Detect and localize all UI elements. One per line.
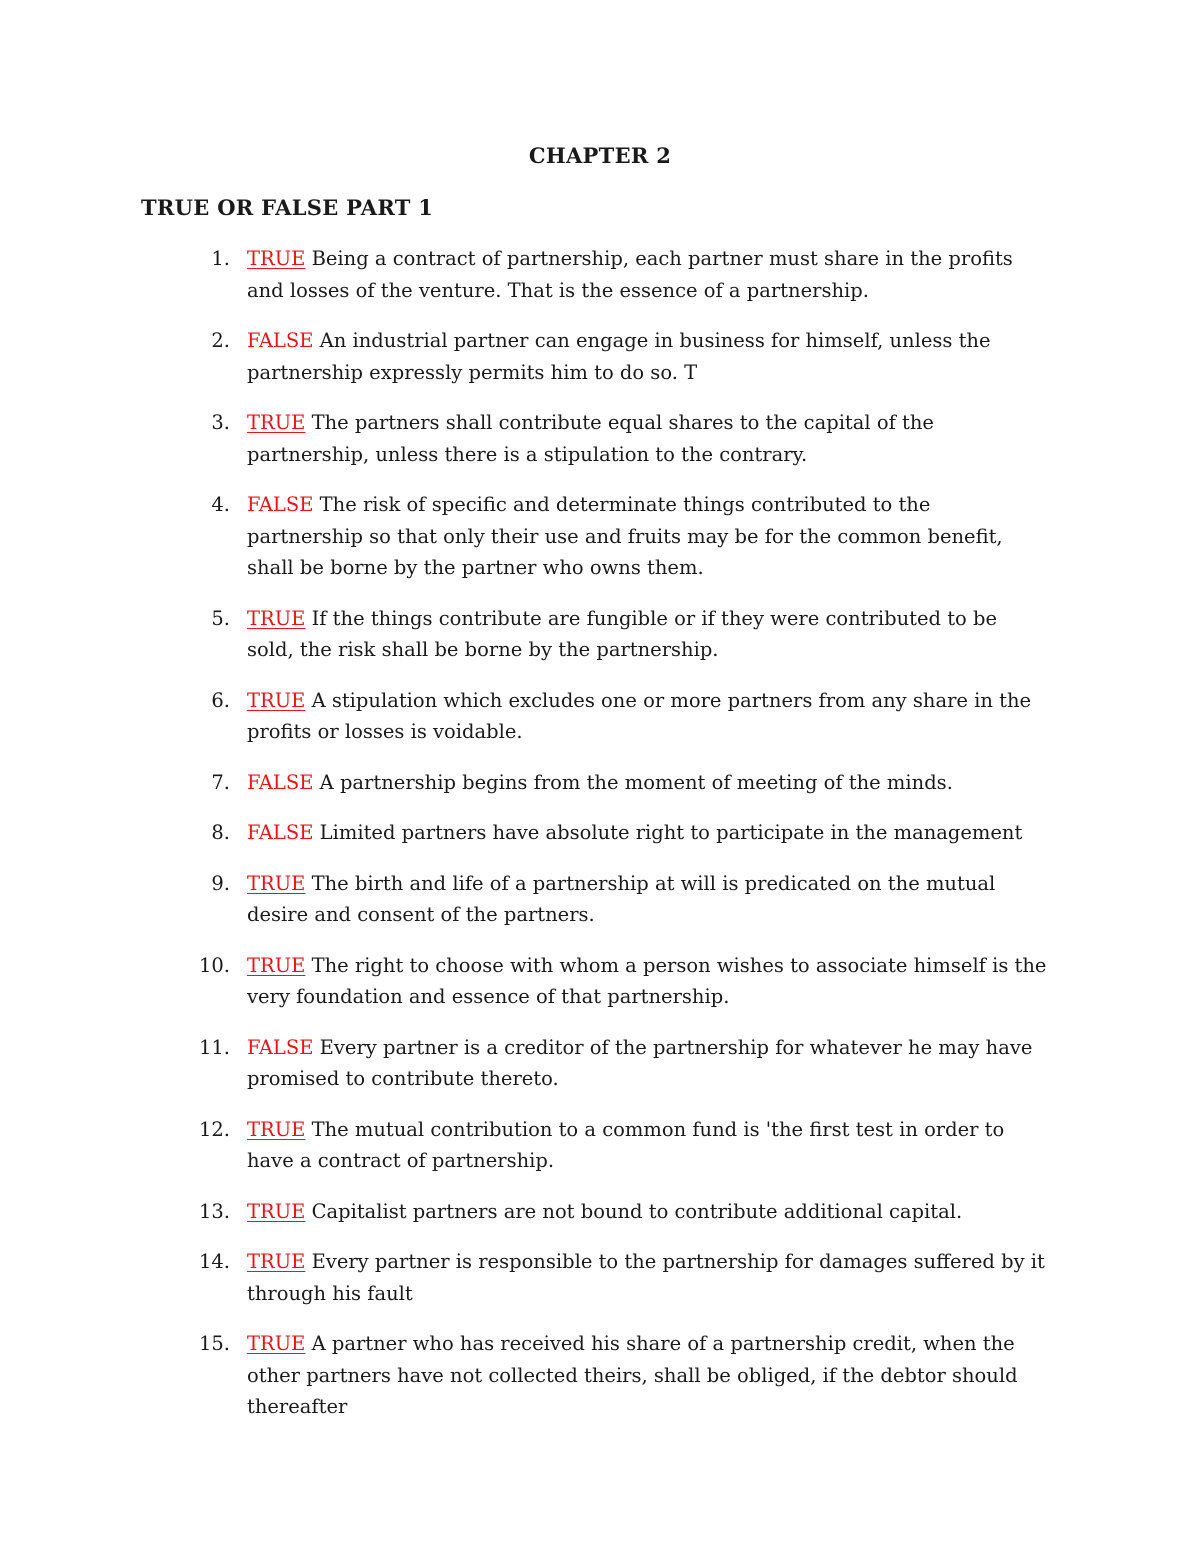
item-content — [247, 767, 1047, 799]
list-item — [0, 1196, 1200, 1228]
item-number: 5. — [211, 606, 230, 630]
answer-label: TRUE — [247, 953, 306, 977]
list-item — [0, 767, 1200, 799]
statement-text: A partner who has received his share of a partnership credit, when the other partners have not collected theirs, shall be obliged, if the debtor should thereafter — [247, 1332, 1018, 1418]
answer-label: TRUE — [247, 606, 306, 630]
statement-text: A stipulation which excludes one or more partners from any share in the profits or losses is voidable. — [247, 688, 1032, 743]
item-content — [247, 407, 1047, 470]
item-content — [247, 817, 1047, 849]
statement-text: A partnership begins from the moment of meeting of the minds. — [319, 770, 953, 794]
list-item — [0, 868, 1200, 931]
statement-text: Every partner is responsible to the partnership for damages suffered by it through his fault — [247, 1250, 1045, 1305]
list-item — [0, 325, 1200, 388]
answer-label: TRUE — [247, 1117, 306, 1141]
item-number: 8. — [211, 821, 230, 844]
list-item — [0, 603, 1200, 666]
statement-text: The birth and life of a partnership at will is predicated on the mutual desire and consent of the partners. — [247, 871, 996, 926]
item-content — [247, 1032, 1047, 1095]
item-number: 2. — [211, 329, 230, 352]
statement-text: Being a contract of partnership, each partner must share in the profits and losses of the venture. That is the essence of a partnership. — [247, 247, 1013, 302]
answer-label: FALSE — [247, 329, 314, 352]
list-item — [0, 817, 1200, 849]
item-number: 15. — [198, 1332, 230, 1355]
item-number: 4. — [211, 493, 230, 516]
list-item — [0, 950, 1200, 1013]
item-number: 9. — [211, 871, 230, 895]
item-content — [247, 950, 1047, 1013]
list-item — [0, 685, 1200, 748]
item-number: 12. — [198, 1117, 230, 1141]
answer-label: TRUE — [247, 1250, 306, 1273]
item-number: 14. — [198, 1250, 230, 1273]
item-number: 7. — [211, 770, 230, 794]
item-number: 10. — [198, 953, 230, 977]
item-number: 3. — [211, 411, 230, 434]
statement-text: An industrial partner can engage in business for himself, unless the partnership expressly permits him to do so. T — [247, 329, 991, 384]
item-number: 11. — [198, 1035, 230, 1059]
list-item — [0, 1246, 1200, 1309]
item-content — [247, 1196, 1047, 1228]
list-item — [0, 243, 1200, 306]
answer-label: FALSE — [247, 1035, 314, 1059]
item-content — [247, 1328, 1047, 1423]
item-content — [247, 868, 1047, 931]
item-number: 1. — [211, 247, 230, 270]
statement-text: The risk of specific and determinate things contributed to the partnership so that only their use and fruits may be for the common benefit, shall be borne by the partner who owns them. — [247, 493, 1003, 579]
statement-text: The right to choose with whom a person wishes to associate himself is the very foundation and essence of that partnership. — [247, 953, 1047, 1008]
list-item — [0, 1328, 1200, 1423]
statement-text: Capitalist partners are not bound to contribute additional capital. — [311, 1199, 963, 1223]
statement-text: If the things contribute are fungible or if they were contributed to be sold, the risk shall be borne by the partnership. — [247, 606, 997, 661]
list-item — [0, 1032, 1200, 1095]
list-item — [0, 489, 1200, 584]
item-content — [247, 1114, 1047, 1177]
item-content — [247, 603, 1047, 666]
statement-text: The mutual contribution to a common fund is 'the first test in order to have a contract of partnership. — [247, 1117, 1005, 1172]
section-title: TRUE OR FALSE PART 1 — [141, 195, 434, 220]
item-content — [247, 489, 1047, 584]
answer-label: FALSE — [247, 821, 314, 844]
list-item — [0, 1114, 1200, 1177]
answer-label: TRUE — [247, 1332, 306, 1355]
answer-label: TRUE — [247, 871, 306, 895]
answer-label: FALSE — [247, 493, 314, 516]
answer-label: TRUE — [247, 688, 306, 712]
statement-text: Every partner is a creditor of the partnership for whatever he may have promised to contribute thereto. — [247, 1035, 1033, 1090]
item-content — [247, 685, 1047, 748]
item-number: 13. — [198, 1199, 230, 1223]
item-content — [247, 1246, 1047, 1309]
answer-label: TRUE — [247, 411, 306, 434]
chapter-title: CHAPTER 2 — [528, 143, 672, 168]
item-content — [247, 325, 1047, 388]
answer-label: TRUE — [247, 1199, 306, 1223]
statement-text: Limited partners have absolute right to participate in the management — [319, 821, 1023, 844]
true-false-list — [0, 243, 1200, 1442]
list-item — [0, 407, 1200, 470]
statement-text: The partners shall contribute equal shares to the capital of the partnership, unless there is a stipulation to the contrary. — [247, 411, 934, 466]
item-content — [247, 243, 1047, 306]
answer-label: TRUE — [247, 247, 306, 270]
answer-label: FALSE — [247, 770, 314, 794]
item-number: 6. — [211, 688, 230, 712]
